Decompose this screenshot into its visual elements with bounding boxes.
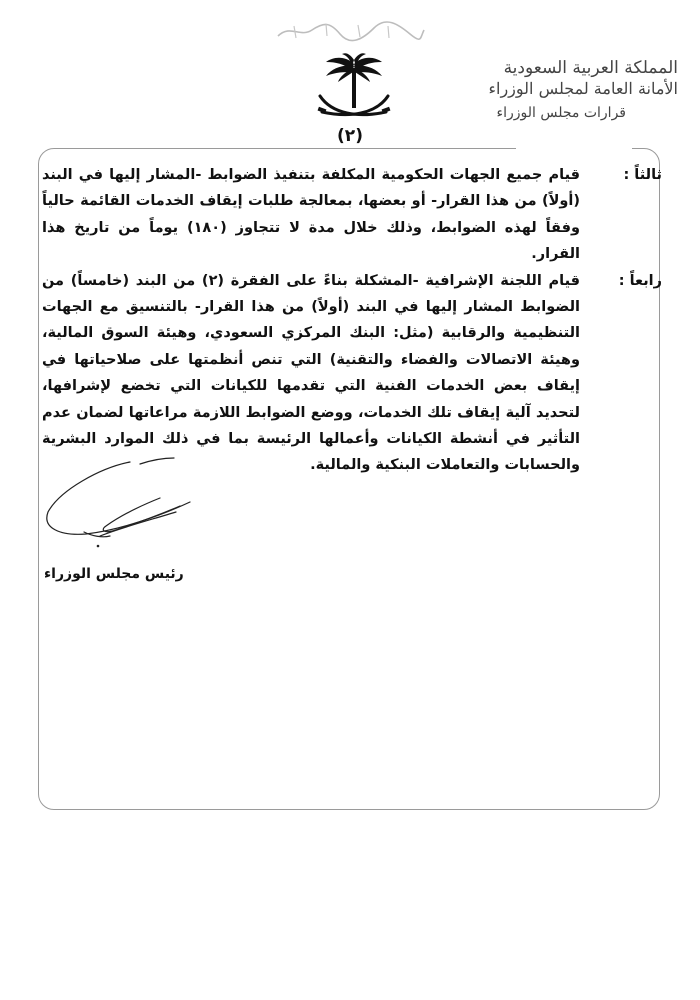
signatory-title: رئيس مجلس الوزراء xyxy=(44,566,184,582)
clause-text: قيام جميع الجهات الحكومية المكلفة بتنفيذ الضوابط -المشار إليها في البند (أولاً) من هذا القرار- أو بعضها، بمعالجة طلبات إيقاف الخدمات القائمة حالياً وفقاً لهذه الضوابط، وذلك خلال مدة لا تتجاوز (١٨٠) يوماً من تاريخ هذا القرار. xyxy=(42,167,580,263)
letterhead xyxy=(478,58,678,123)
clause-fourth xyxy=(42,268,662,479)
signature xyxy=(40,450,210,560)
letterhead-secretariat: الأمانة العامة لمجلس الوزراء xyxy=(488,79,678,99)
clause-third xyxy=(42,162,662,268)
page-number: (٢) xyxy=(337,126,363,146)
document-body xyxy=(42,162,662,479)
basmala-logo-icon xyxy=(270,18,430,44)
clause-lead: رابعاً : xyxy=(618,272,662,289)
emblem-palm-swords-icon xyxy=(312,52,396,126)
basmala-calligraphy xyxy=(270,18,430,44)
frame-gap xyxy=(516,144,632,154)
clause-lead: ثالثاً : xyxy=(623,167,662,183)
letterhead-decisions: قرارات مجلس الوزراء xyxy=(496,105,626,122)
clause-text: قيام اللجنة الإشرافية -المشكلة بناءً على الفقرة (٢) من البند (خامساً) من الضوابط المشار إليها في البند (أولاً) من هذا القرار- بالتنسيق مع الجهات التنظيمية والرقابية (مثل: البنك المركزي السعودي، وهيئة السوق المالية، وهيئة الاتصالات والفضاء والتقنية) التي تنص أنظمتها على صلاحياتها في إيقاف بعض الخدمات الفنية التي تقدمها للكيانات التي تخضع لإشرافها، لتحديد آلية إيقاف تلك الخدمات، ووضع الضوابط اللازمة مراعاتها لضمان عدم التأثير في أنشطة الكيانات وأعمالها الرئيسة بما في ذلك الموارد البشرية والحسابات والتعاملات البنكية والمالية. xyxy=(42,272,580,474)
letterhead-kingdom: المملكة العربية السعودية xyxy=(503,58,678,78)
